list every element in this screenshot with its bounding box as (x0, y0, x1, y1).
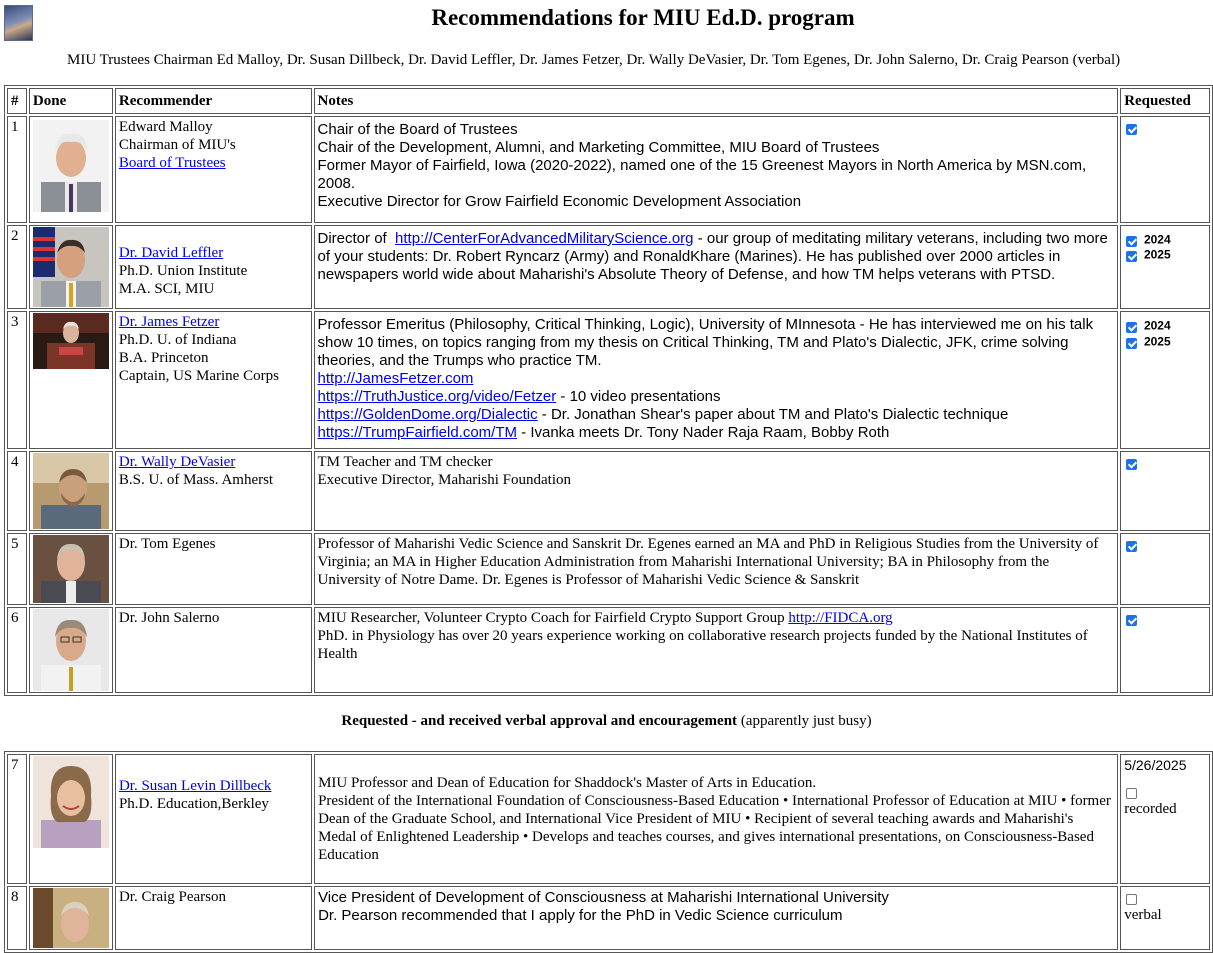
notes-cell (314, 116, 1119, 223)
recommender-name-link[interactable]: Dr. Susan Levin Dillbeck (118, 778, 272, 794)
notes-cell (314, 533, 1119, 605)
requested-checkbox[interactable] (1126, 124, 1137, 135)
recommender-name-link[interactable]: Dr. Wally DeVasier (118, 454, 236, 470)
table-row (7, 607, 1210, 693)
requested-cell (1120, 754, 1210, 884)
header-number: # (7, 88, 27, 114)
request-year: 2025 (1143, 334, 1171, 349)
table-row (7, 116, 1210, 223)
notes-prefix: Director of (317, 230, 387, 247)
note-line: TM Teacher and TM checker (317, 454, 493, 470)
page-title: Recommendations for MIU Ed.D. program (431, 5, 855, 30)
recommenders-summary: MIU Trustees Chairman Ed Malloy, Dr. Susan Dillbeck, Dr. David Leffler, Dr. James Fetzer, Dr. Wally DeVasier, Dr. Tom Egenes, Dr. John Salerno, Dr. Craig Pearson (verbal) (67, 52, 1121, 68)
photo-cell (29, 451, 113, 531)
notes-text: Professor Emeritus (Philosophy, Critical Thinking, Logic), University of MInnesota - He has interviewed me on his talk show 10 times, on topics ranging from my thesis on Critical Thinking, TM and Plato's Dialectic, JFK, crime solving theories, and the Trumps who practice TM. (317, 316, 1094, 369)
table-row (7, 754, 1210, 884)
verbal-approval-bold: Requested - and received verbal approval and encouragement (341, 713, 738, 729)
table-row (7, 533, 1210, 605)
row-number: 7 (7, 754, 27, 884)
requested-checkbox[interactable] (1126, 236, 1137, 247)
note-line: Dr. Pearson recommended that I apply for the PhD in Vedic Science curriculum (318, 907, 843, 924)
requested-checkbox[interactable] (1126, 322, 1137, 333)
notes-cell (314, 225, 1119, 309)
recommender-credential: Captain, US Marine Corps (118, 368, 279, 384)
recommender-credential: B.A. Princeton (118, 350, 209, 366)
request-status: verbal (1124, 907, 1162, 923)
notes-prefix: MIU Researcher, Volunteer Crypto Coach for Fairfield Crypto Support Group (317, 610, 785, 626)
row-number: 5 (7, 533, 27, 605)
request-date: 5/26/2025 (1124, 757, 1187, 773)
recommender-credential: Ph.D. U. of Indiana (118, 332, 237, 348)
notes-cell (314, 451, 1119, 531)
portrait-photo (33, 609, 109, 691)
trump-fairfield-link[interactable]: https://TrumpFairfield.com/TM (317, 424, 517, 441)
notes-rest: - our group of meditating military veterans, including two more of your students: Dr. Robert Ryncarz (Army) and RonaldKhare (Marines). He has published over 2000 articles in newspapers world wide about Maharishi's Absolute Theory of Defense, and how TM helps veterans with PTSD. (317, 230, 1108, 283)
portrait-photo (33, 118, 109, 214)
photo-cell (29, 754, 113, 884)
military-science-link[interactable]: http://CenterForAdvancedMilitaryScience.org (395, 230, 694, 247)
recommender-name: Dr. Tom Egenes (118, 536, 216, 552)
photo-cell (29, 116, 113, 223)
requested-checkbox[interactable] (1126, 541, 1137, 552)
recommender-name-link[interactable]: Dr. James Fetzer (118, 314, 220, 330)
portrait-photo (33, 227, 109, 307)
requested-cell (1120, 225, 1210, 309)
photo-cell (29, 311, 113, 449)
header-done: Done (29, 88, 113, 114)
request-year: 2025 (1143, 247, 1171, 262)
requested-cell (1120, 886, 1210, 950)
photo-cell (29, 225, 113, 309)
portrait-photo (33, 888, 109, 948)
dialectic-link[interactable]: https://GoldenDome.org/Dialectic (317, 406, 538, 423)
photo-cell (29, 607, 113, 693)
notes-cell (314, 607, 1119, 693)
requested-cell (1120, 533, 1210, 605)
requested-checkbox[interactable] (1126, 338, 1137, 349)
recommender-cell (115, 116, 312, 223)
notes-text: MIU Professor and Dean of Education for Shaddock's Master of Arts in Education. President of the International Foundation of Consciousness-Based Education • International Professor of Education at MIU • former Dean of the Graduate School, and International Vice President of MIU • Recipient of several teaching awards and Maharishi's Medal of Enlightened Leadership • Develops and teaches courses, and gives international presentations, on Consciousness-Based Education (318, 775, 1111, 863)
requested-cell (1120, 116, 1210, 223)
note-line: Executive Director for Grow Fairfield Economic Development Association (317, 193, 802, 210)
recommender-credential: Ph.D. Education,Berkley (118, 796, 269, 812)
requested-checkbox[interactable] (1126, 459, 1137, 470)
request-year: 2024 (1143, 232, 1171, 247)
table-row (7, 451, 1210, 531)
requested-cell (1120, 607, 1210, 693)
requested-checkbox[interactable] (1126, 894, 1137, 905)
notes-cell (314, 886, 1118, 950)
table-row (7, 225, 1210, 309)
verbal-approval-note: (apparently just busy) (740, 713, 872, 729)
note-line: Chair of the Development, Alumni, and Marketing Committee, MIU Board of Trustees (317, 139, 880, 156)
video-link[interactable]: https://TruthJustice.org/video/Fetzer (317, 388, 557, 405)
recommender-name-link[interactable]: Dr. David Leffler (118, 245, 224, 261)
note-line: Former Mayor of Fairfield, Iowa (2020-2022), named one of the 15 Greenest Mayors in North America by MSN.com, 2008. (317, 157, 1087, 192)
requested-checkbox[interactable] (1126, 615, 1137, 626)
row-number: 4 (7, 451, 27, 531)
table-header-row (7, 88, 1210, 114)
recommender-cell (115, 311, 312, 449)
table-row (7, 311, 1210, 449)
requested-checkbox[interactable] (1126, 251, 1137, 262)
request-year: 2024 (1143, 318, 1171, 333)
recommendations-table (4, 85, 1213, 696)
link-description: - Ivanka meets Dr. Tony Nader Raja Raam, Bobby Roth (521, 424, 890, 441)
recommender-name: Dr. Craig Pearson (118, 889, 227, 905)
recommender-name: Edward Malloy (118, 119, 213, 135)
portrait-photo (33, 453, 109, 529)
table-row (7, 886, 1210, 950)
header-requested: Requested (1120, 88, 1210, 114)
recommender-cell (115, 886, 312, 950)
notes-rest: PhD. in Physiology has over 20 years experience working on collaborative research projects funded by the National Institutes of Health (317, 628, 1088, 662)
portrait-photo (33, 313, 109, 369)
requested-cell (1120, 451, 1210, 531)
recommender-cell (115, 451, 312, 531)
recommender-name: Dr. John Salerno (118, 610, 220, 626)
portrait-photo (33, 756, 109, 848)
row-number: 1 (7, 116, 27, 223)
requested-checkbox[interactable] (1126, 788, 1137, 799)
header-notes: Notes (314, 88, 1119, 114)
notes-cell (314, 311, 1119, 449)
recommender-title: Chairman of MIU's (118, 137, 236, 153)
portrait-photo (33, 535, 109, 603)
verbal-recommendations-table (4, 751, 1213, 953)
fetzer-site-link[interactable]: http://JamesFetzer.com (317, 370, 474, 387)
recommender-cell (115, 607, 312, 693)
note-line: Executive Director, Maharishi Foundation (317, 472, 572, 488)
recommender-cell (115, 533, 312, 605)
recommender-cell (115, 225, 312, 309)
row-number: 2 (7, 225, 27, 309)
row-number: 6 (7, 607, 27, 693)
header-recommender: Recommender (115, 88, 312, 114)
recommender-credential: Ph.D. Union Institute (118, 263, 248, 279)
notes-cell (314, 754, 1118, 884)
link-description: - Dr. Jonathan Shear's paper about TM and Plato's Dialectic technique (541, 406, 1009, 423)
link-description: - 10 video presentations (560, 388, 721, 405)
note-line: Vice President of Development of Consciousness at Maharishi International University (318, 889, 889, 906)
requested-cell (1120, 311, 1210, 449)
recommender-credential: B.S. U. of Mass. Amherst (118, 472, 274, 488)
verbal-approval-heading (0, 713, 1213, 730)
row-number: 3 (7, 311, 27, 449)
board-of-trustees-link[interactable]: Board of Trustees (118, 155, 226, 171)
notes-text: Professor of Maharishi Vedic Science and Sanskrit Dr. Egenes earned an MA and PhD in Religious Studies from the University of Virginia; an MA in Higher Education Administration from Maharishi International University; BA in Philosophy from the University of Notre Dame. Dr. Egenes is Professor of Maharishi Vedic Science & Sanskrit (317, 536, 1099, 588)
photo-cell (29, 886, 113, 950)
row-number: 8 (7, 886, 27, 950)
recommender-cell (115, 754, 312, 884)
recommender-credential: M.A. SCI, MIU (118, 281, 215, 297)
fidca-link[interactable]: http://FIDCA.org (788, 610, 893, 626)
request-status: recorded (1124, 801, 1177, 817)
photo-cell (29, 533, 113, 605)
note-line: Chair of the Board of Trustees (317, 121, 518, 138)
